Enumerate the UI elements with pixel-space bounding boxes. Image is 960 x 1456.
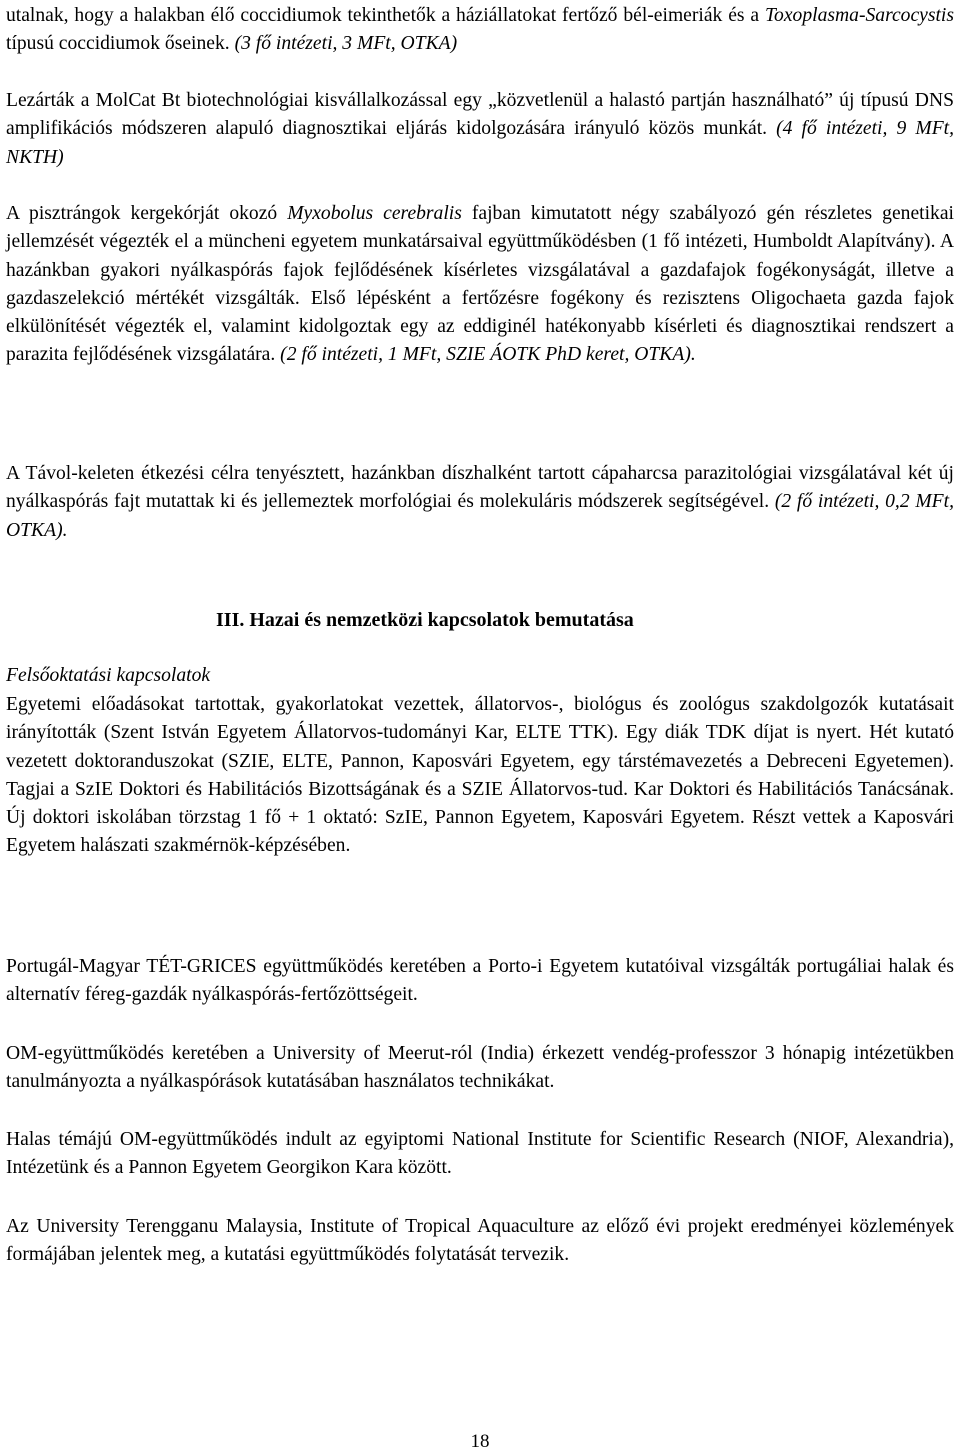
paragraph-myxobolus <box>6 200 954 370</box>
paragraph-malaysia <box>6 1213 954 1270</box>
paragraph-molcat <box>6 87 954 172</box>
paragraph-coccidium <box>6 2 954 59</box>
species-name: Myxobolus cerebralis <box>287 203 462 224</box>
subsection-title: Felsőoktatási kapcsolatok <box>6 665 211 686</box>
text: Lezárták a MolCat Bt biotechnológiai kisvállalkozással egy „közvetlenül a halastó partján használható” új típusú DNS amplifikációs módszeren alapuló diagnosztikai eljárás kidolgozására irányuló közös munkát. <box>6 90 954 140</box>
text: A pisztrángok kergekórját okozó <box>6 203 288 224</box>
text-italic: Toxoplasma-Sarcocystis <box>764 5 954 26</box>
paragraph-egypt <box>6 1126 954 1183</box>
paragraph-portugal <box>6 953 954 1010</box>
text: Halas témájú OM-együttműködés indult az egyiptomi National Institute for Scientific Research (NIOF, Alexandria), Intézetünk és a Pannon Egyetem Georgikon Kara között. <box>6 1129 954 1179</box>
funding-note: (4 fő intézeti, 9 MFt, NKTH) <box>6 118 954 168</box>
text: fajban kimutatott négy szabályozó gén részletes genetikai jellemzését végezték el a müncheni egyetem munkatársaival együttműködésben (1 fő intézeti, Humboldt Alapítvány). A hazánkban gyakori nyálkaspórás fajok fejlődésének kísérletes vizsgálatával a gazdafajok fogékonyságát, illetve a gazdaszelekció mértékét vizsgálták. Első lépésként a fertőzésre fogékony és rezisztens Oligochaeta gazda fajok elkülönítését végezték el, valamint kidolgoztak egy az eddiginél hatékonyabb kísérleti és diagnosztikai rendszert a parazita fejlődésének vizsgálatára. <box>6 203 954 366</box>
text: Portugál-Magyar TÉT-GRICES együttműködés keretében a Porto-i Egyetem kutatóival vizsgálták portugáliai halak és alternatív féreg-gazdák nyálkaspórás-fertőzöttségeit. <box>6 956 954 1006</box>
text: Egyetemi előadásokat tartottak, gyakorlatokat vezettek, állatorvos-, biológus és zoológus szakdolgozók kutatásait irányították (Szent István Egyetem Állatorvos-tudományi Kar, ELTE TTK). Egy diák TDK díjat is nyert. Hét kutató vezetett doktoranduszokat (SZIE, ELTE, Pannon, Kaposvári Egyetem, egy társtémavezetés a Debreceni Egyetemen). Tagjai a SzIE Doktori és Habilitációs Bizottságának és a SZIE Állatorvos-tud. Kar Doktori és Habilitációs Tanácsának. Új doktori iskolában törzstag 1 fő + 1 oktató: SzIE, Pannon Egyetem, Kaposvári Egyetem. Részt vettek a Kaposvári Egyetem halászati szakmérnök-képzésében. <box>6 694 954 857</box>
paragraph-higher-education <box>6 691 954 861</box>
paragraph-capaharcsa <box>6 460 954 545</box>
paragraph-india <box>6 1040 954 1097</box>
text: típusú coccidiumok őseinek. <box>6 33 235 55</box>
funding-note: (2 fő intézeti, 0,2 MFt, OTKA). <box>6 491 954 541</box>
funding-note: (2 fő intézeti, 1 MFt, SZIE ÁOTK PhD keret, OTKA). <box>280 344 696 366</box>
text: A Távol-keleten étkezési célra tenyésztett, hazánkban díszhalként tartott cápaharcsa parazitológiai vizsgálatával két új nyálkaspórás fajt mutattak ki és jellemeztek morfológiai és molekuláris módszerek segítségével. <box>6 463 954 513</box>
text: Az University Terengganu Malaysia, Institute of Tropical Aquaculture az előző évi projekt eredményei közlemények formájában jelentek meg, a kutatási együttműködés folytatását tervezik. <box>6 1216 954 1266</box>
page-number: 18 <box>470 1431 490 1452</box>
funding-note: (3 fő intézeti, 3 MFt, OTKA) <box>234 33 458 55</box>
text: OM-együttműködés keretében a University of Meerut-ról (India) érkezett vendég-professzor 3 hónapig intézetükben tanulmányozta a nyálkaspórások kutatásában használatos technikákat. <box>6 1043 954 1093</box>
text: utalnak, hogy a halakban élő coccidiumok tekinthetők a háziállatokat fertőző bél-eimeriák és a <box>6 5 765 26</box>
section-heading: III. Hazai és nemzetközi kapcsolatok bemutatása <box>216 609 634 631</box>
